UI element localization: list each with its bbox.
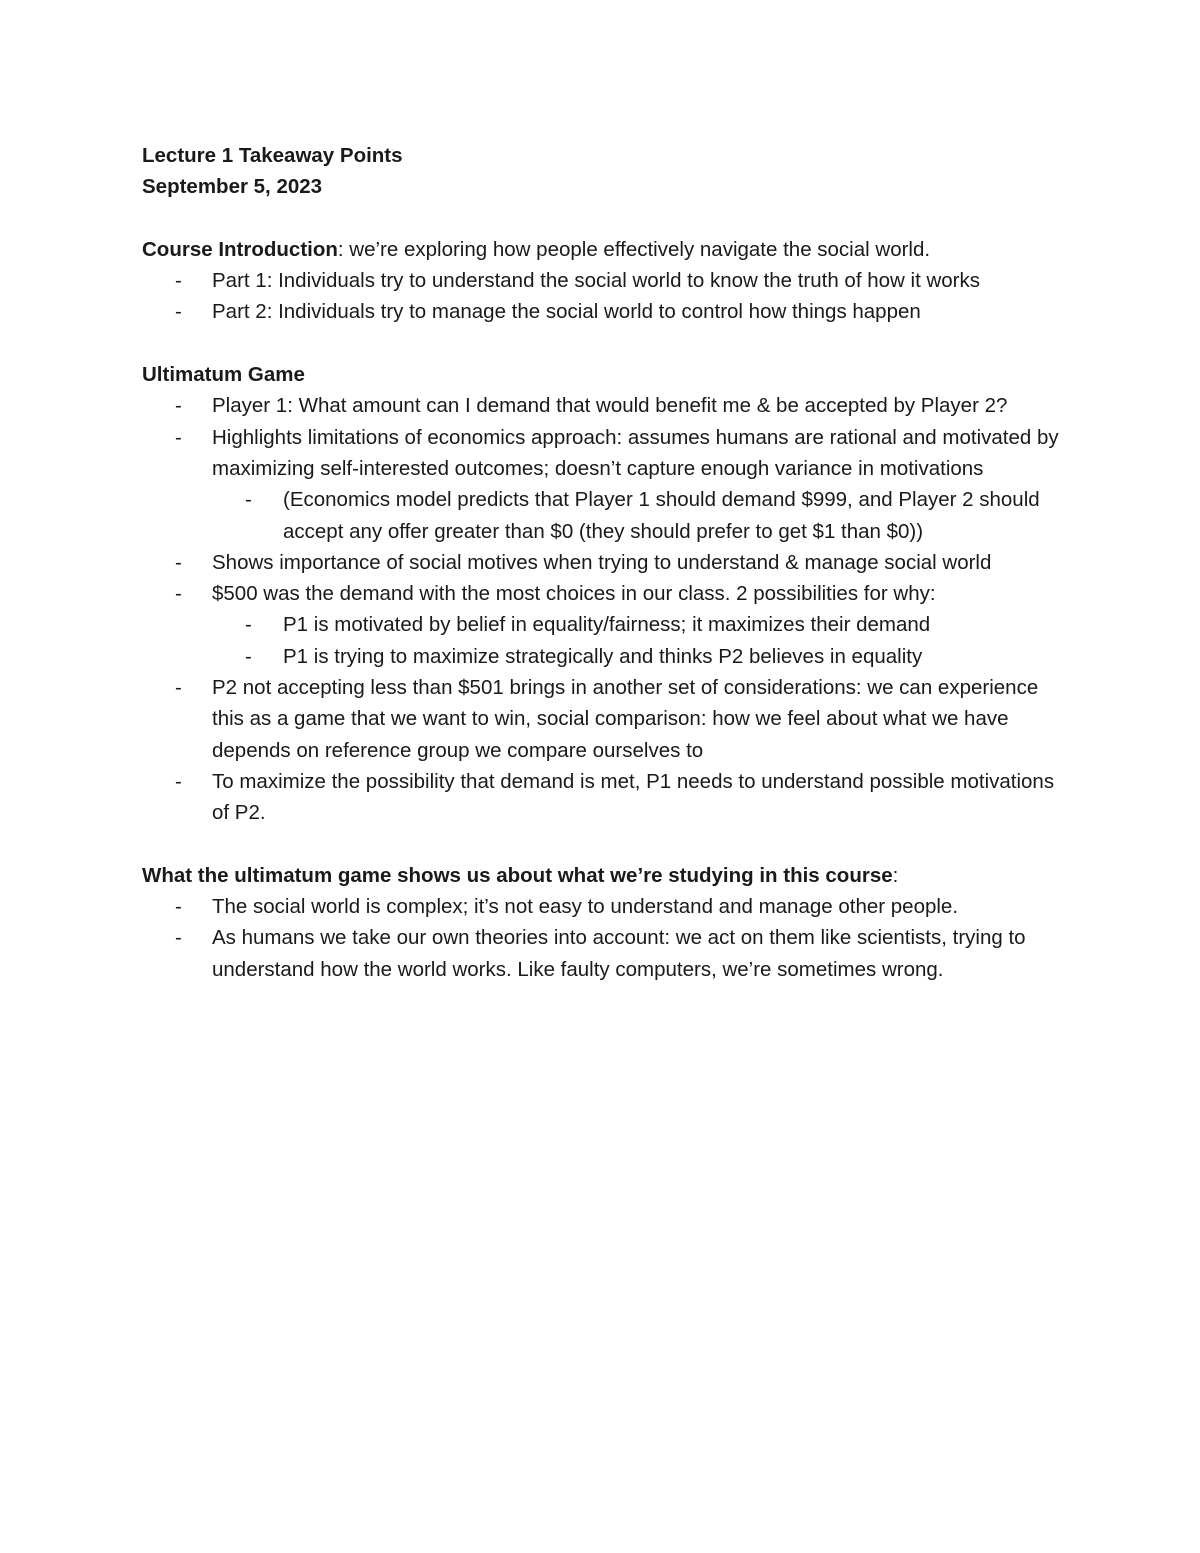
dash-marker: - [175, 926, 182, 950]
sub-list-item-text: (Economics model predicts that Player 1 should demand $999, and Player 2 should accept any offer greater than $0 (they should prefer to get $1 than $0)) [283, 488, 1040, 543]
dash-marker: - [175, 425, 182, 449]
list-item [142, 296, 1072, 327]
section-heading-line [142, 234, 1072, 265]
section-ultimatum-game [142, 359, 1072, 828]
spacer [142, 203, 1072, 234]
bullet-list [142, 891, 1072, 985]
dash-marker: - [175, 676, 182, 700]
dash-marker: - [175, 269, 182, 293]
sub-bullet-list [212, 609, 1072, 672]
bullet-list [142, 265, 1072, 328]
section-heading-line [142, 860, 1072, 891]
list-item [142, 265, 1072, 296]
list-item [142, 547, 1072, 578]
sub-list-item-text: P1 is trying to maximize strategically and thinks P2 believes in equality [283, 644, 923, 668]
dash-marker: - [245, 613, 252, 637]
document-page [142, 140, 1072, 985]
section-heading-suffix: : [337, 237, 344, 261]
list-item-text: Highlights limitations of economics approach: assumes humans are rational and motivated by maximizing self-interested outcomes; doesn’t capture enough variance in motivations [212, 425, 1059, 480]
list-item [142, 891, 1072, 922]
list-item-text: P2 not accepting less than $501 brings in another set of considerations: we can experience this as a game that we want to win, social comparison: how we feel about what we have depends on reference group we compare ourselves to [212, 676, 1039, 762]
document-date: September 5, 2023 [142, 175, 323, 199]
dash-marker: - [175, 394, 182, 418]
list-item-text: Player 1: What amount can I demand that would benefit me & be accepted by Player 2? [212, 394, 1008, 418]
list-item-text: Shows importance of social motives when trying to understand & manage social world [212, 550, 992, 574]
section-heading: Course Introduction [142, 237, 338, 261]
sub-list-item [212, 641, 1072, 672]
spacer [142, 829, 1072, 860]
list-item-text: $500 was the demand with the most choices in our class. 2 possibilities for why: [212, 582, 936, 606]
list-item-text: Part 2: Individuals try to manage the social world to control how things happen [212, 300, 921, 324]
list-item-text: To maximize the possibility that demand is met, P1 needs to understand possible motivations of P2. [212, 769, 1055, 825]
bullet-list [142, 390, 1072, 828]
dash-marker: - [175, 895, 182, 919]
dash-marker: - [245, 488, 252, 512]
list-item-text: Part 1: Individuals try to understand the social world to know the truth of how it works [212, 269, 980, 293]
dash-marker: - [175, 582, 182, 606]
dash-marker: - [175, 300, 182, 324]
dash-marker: - [245, 644, 252, 668]
list-item [142, 422, 1072, 547]
sub-list-item [212, 609, 1072, 640]
list-item [142, 390, 1072, 421]
section-heading-line [142, 359, 1072, 390]
section-what-game-shows [142, 860, 1072, 985]
list-item-text: The social world is complex; it’s not easy to understand and manage other people. [212, 895, 959, 919]
list-item [142, 766, 1072, 829]
list-item [142, 578, 1072, 672]
list-item [142, 672, 1072, 766]
list-item-text: As humans we take our own theories into account: we act on them like scientists, trying to understand how the world works. Like faulty computers, we’re sometimes wrong. [212, 926, 1026, 981]
document-title: Lecture 1 Takeaway Points [142, 144, 403, 167]
dash-marker: - [175, 769, 182, 793]
section-intro: we’re exploring how people effectively navigate the social world. [343, 237, 931, 261]
dash-marker: - [175, 550, 182, 574]
section-heading: What the ultimatum game shows us about what we’re studying in this course [142, 863, 893, 887]
sub-bullet-list [212, 484, 1072, 547]
sub-list-item-text: P1 is motivated by belief in equality/fairness; it maximizes their demand [283, 613, 931, 637]
section-course-introduction [142, 234, 1072, 328]
spacer [142, 328, 1072, 359]
section-heading: Ultimatum Game [142, 363, 305, 387]
section-heading-suffix: : [892, 863, 899, 887]
list-item [142, 922, 1072, 985]
sub-list-item [212, 484, 1072, 547]
